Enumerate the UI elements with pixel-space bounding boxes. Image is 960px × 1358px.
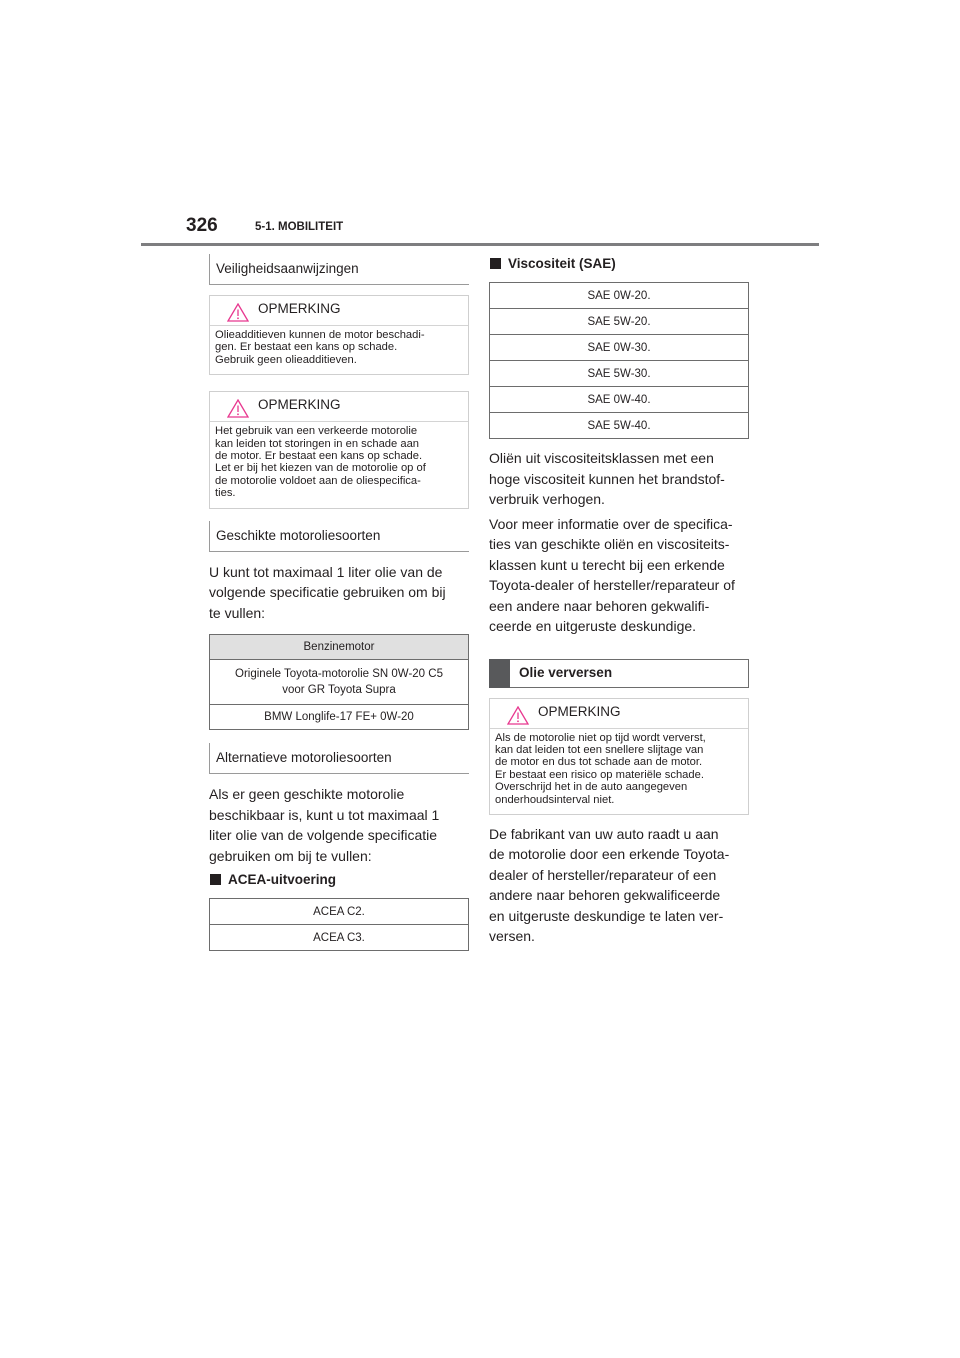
notice-text: Olieadditieven kunnen de motor beschadi- gen. Er bestaat een kans op schade. Gebruik geen olieadditieven. [215, 329, 425, 366]
notice-text: Het gebruik van een verkeerde motorolie kan leiden tot storingen in en schade aan de motor. Er bestaat een kans op schade. Let er bij het kiezen van de motorolie op of de motorolie voldoet aan de oliespecifica- ties. [215, 425, 426, 500]
table-row: BMW Longlife-17 FE+ 0W-20 [210, 705, 469, 730]
acea-heading: ACEA-uitvoering [209, 871, 469, 888]
table-row: Originele Toyota-motorolie SN 0W-20 C5 voor GR Toyota Supra [210, 660, 469, 705]
section-tab [489, 659, 510, 688]
acea-table [209, 898, 469, 951]
header-rule [141, 243, 819, 246]
warning-triangle-icon [227, 399, 249, 418]
notice-box-oil-change [489, 698, 749, 815]
notice-title: OPMERKING [538, 703, 621, 719]
section-title: 5-1. MOBILITEIT [255, 221, 344, 233]
notice-text: Als de motorolie niet op tijd wordt ververst, kan dat leiden tot een snellere slijtage van de motor en dus tot schade aan de motor. Er bestaat een risico op materiële schade. Overschrijd het in de auto aangegeven onderhoudsinterval niet. [495, 731, 706, 806]
oil-change-section-header: Olie verversen [489, 659, 749, 688]
notice-title: OPMERKING [258, 301, 341, 316]
table-row: SAE 5W-30. [490, 361, 749, 387]
alternative-oils-heading: Alternatieve motoroliesoorten [209, 743, 469, 774]
more-info-text: Voor meer informatie over de specifica- ties van geschikte oliën en viscositeits- klassen kunt u terecht bij een erkende Toyota-dealer of hersteller/reparateur of een andere naar behoren gekwalifi- ceerde en uitgeruste deskundige. [489, 515, 735, 634]
table-header: Benzinemotor [210, 635, 469, 660]
notice-box-wrong-oil [209, 391, 469, 508]
table-row: ACEA C3. [210, 925, 469, 951]
bullet-square-icon [490, 258, 501, 269]
warning-triangle-icon [507, 706, 529, 725]
table-row: SAE 0W-40. [490, 387, 749, 413]
suitable-oils-text: U kunt tot maximaal 1 liter olie van de volgende specificatie gebruiken om bij te vullen: [209, 563, 446, 621]
table-row: SAE 5W-40. [490, 413, 749, 439]
alternative-oils-text: Als er geen geschikte motorolie beschikbaar is, kunt u tot maximaal 1 liter olie van de volgende specificatie gebruiken om bij te vullen: [209, 786, 440, 864]
viscosity-heading: Viscositeit (SAE) [489, 255, 749, 272]
table-row: ACEA C2. [210, 899, 469, 925]
notice-box-additives [209, 295, 469, 375]
warning-triangle-icon [227, 303, 249, 322]
oil-change-text: De fabrikant van uw auto raadt u aan de motorolie door een erkende Toyota- dealer of hersteller/reparateur of een andere naar behoren gekwalificeerde en uitgeruste deskundige te laten ver- versen. [489, 825, 730, 945]
suitable-oils-table [209, 634, 469, 730]
table-row: SAE 0W-30. [490, 335, 749, 361]
table-row: SAE 0W-20. [490, 283, 749, 309]
table-row: SAE 5W-20. [490, 309, 749, 335]
viscosity-text: Oliën uit viscositeitsklassen met een hoge viscositeit kunnen het brandstof- verbruik verhogen. [489, 450, 725, 507]
page-number: 326 [186, 215, 218, 236]
right-column [489, 254, 749, 947]
left-column [209, 254, 469, 951]
notice-title: OPMERKING [258, 397, 341, 413]
viscosity-table [489, 282, 749, 439]
safety-heading: Veiligheidsaanwijzingen [209, 254, 469, 285]
suitable-oils-heading: Geschikte motoroliesoorten [209, 521, 469, 552]
bullet-square-icon [210, 874, 221, 885]
